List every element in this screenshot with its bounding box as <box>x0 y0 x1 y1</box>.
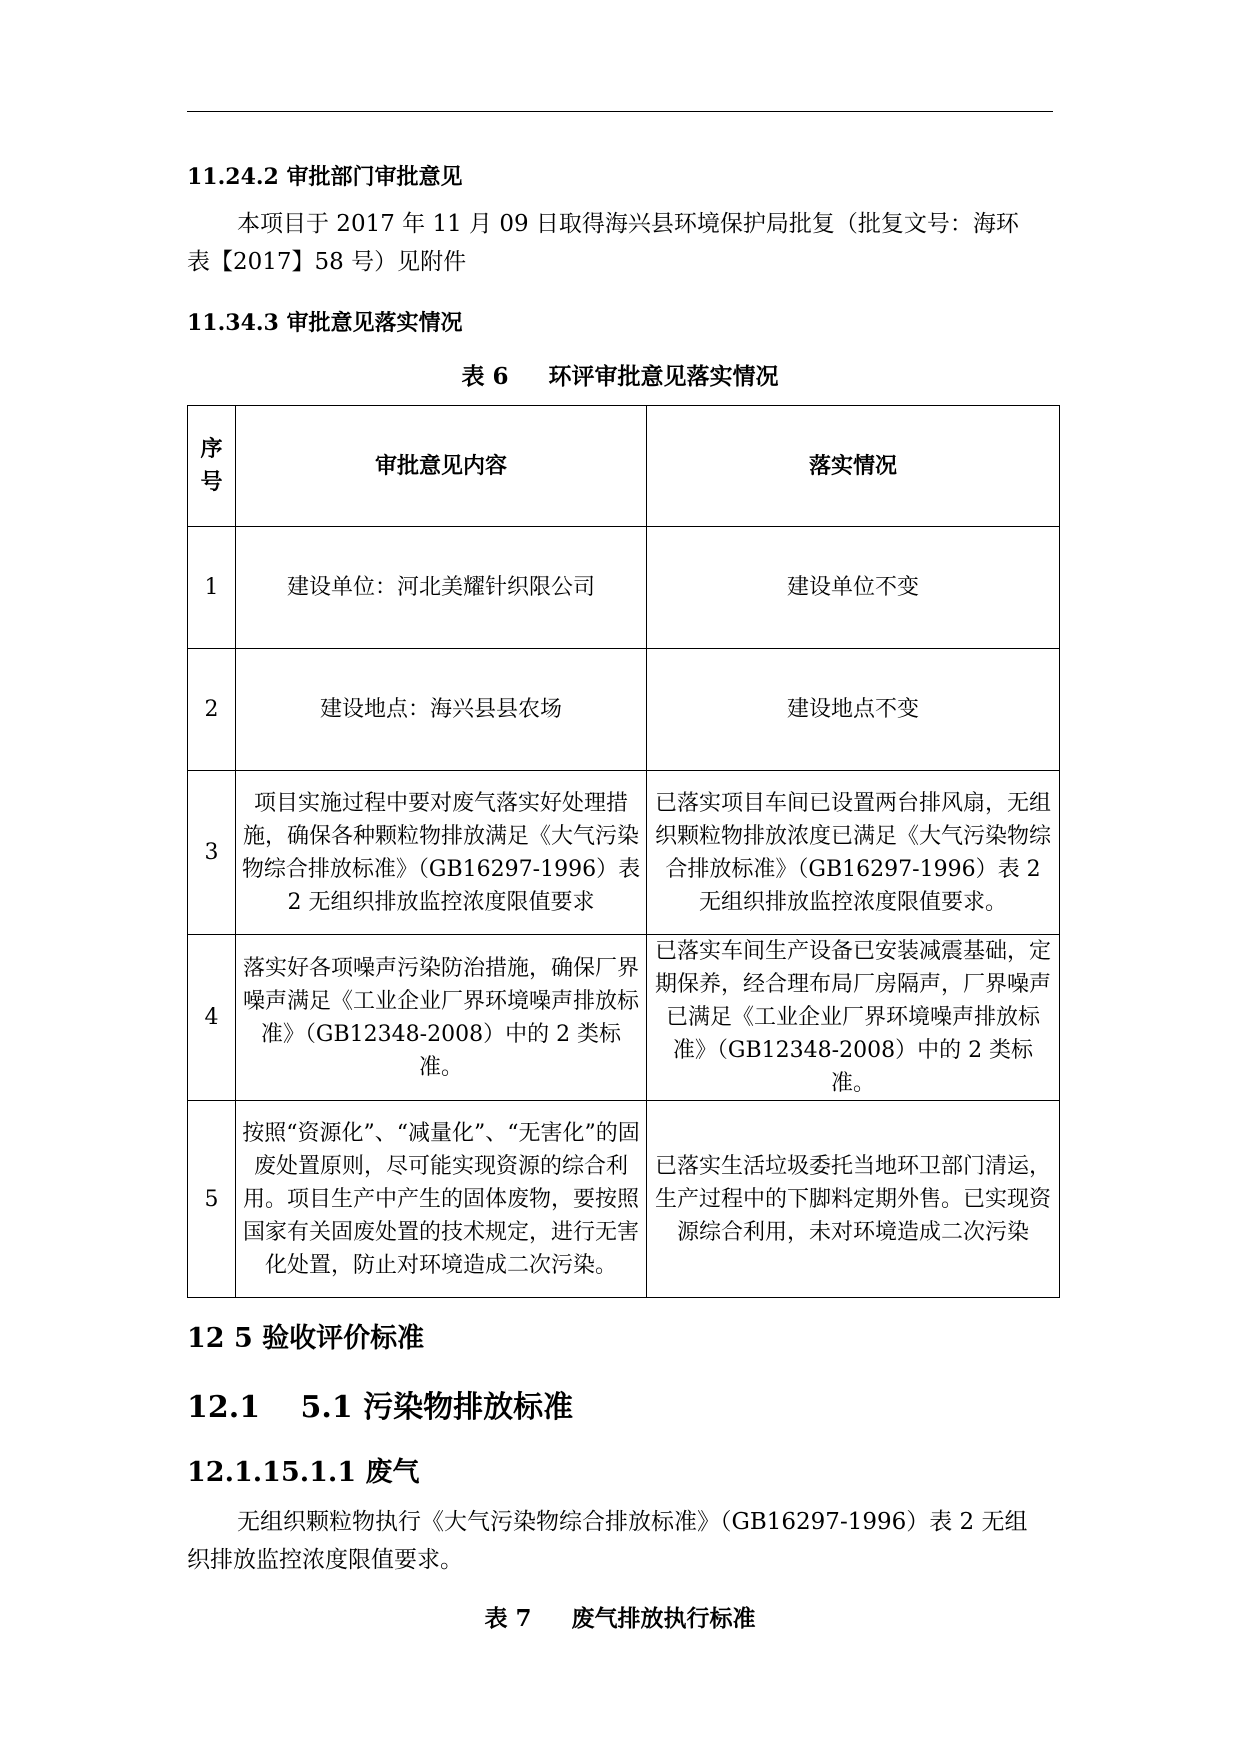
row-implementation-status: 已落实生活垃圾委托当地环卫部门清运，生产过程中的下脚料定期外售。已实现资源综合利用，未对环境造成二次污染 <box>647 1101 1060 1298</box>
table-header-row <box>188 406 1060 527</box>
row-approval-content: 按照“资源化”、“减量化”、“无害化”的固废处置原则，尽可能实现资源的综合利用。项目生产中产生的固体废物，要按照国家有关固废处置的技术规定，进行无害化处置，防止对环境造成二次污染。 <box>236 1101 647 1298</box>
row-number: 4 <box>188 935 236 1101</box>
approval-paragraph-line-1: 本项目于 2017 年 11 月 09 日取得海兴县环境保护局批复（批复文号：海环 <box>237 211 1019 237</box>
approval-paragraph <box>187 205 1053 281</box>
table-row <box>188 527 1060 649</box>
table-7-caption-title: 废气排放执行标准 <box>571 1605 756 1632</box>
section-heading-11-24-2: 11.24.2 审批部门审批意见 <box>187 164 463 190</box>
table-row <box>188 649 1060 771</box>
row-number: 1 <box>188 527 236 649</box>
table-7-caption-number: 表 7 <box>484 1605 532 1632</box>
table-row <box>188 935 1060 1101</box>
row-approval-content: 落实好各项噪声污染防治措施，确保厂界噪声满足《工业企业厂界环境噪声排放标准》（GB12348-2008）中的 2 类标准。 <box>236 935 647 1101</box>
row-implementation-status: 已落实车间生产设备已安装减震基础，定期保养，经合理布局厂房隔声，厂界噪声已满足《工业企业厂界环境噪声排放标准》（GB12348-2008）中的 2 类标准。 <box>647 935 1060 1101</box>
row-implementation-status: 建设单位不变 <box>647 527 1060 649</box>
section-heading-12-1-1: 12.1.15.1.1 废气 <box>187 1457 420 1488</box>
header-approval-content: 审批意见内容 <box>236 406 647 527</box>
exhaust-paragraph-line-1: 无组织颗粒物执行《大气污染物综合排放标准》（GB16297-1996）表 2 无组 <box>237 1509 1028 1535</box>
table-row <box>188 1101 1060 1298</box>
exhaust-paragraph-line-2: 织排放监控浓度限值要求。 <box>187 1547 463 1573</box>
table-row <box>188 771 1060 935</box>
section-heading-11-34-3: 11.34.3 审批意见落实情况 <box>187 310 463 336</box>
header-implementation-status: 落实情况 <box>647 406 1060 527</box>
approval-paragraph-line-2: 表【2017】58 号）见附件 <box>187 249 467 275</box>
table-6-caption-title: 环评审批意见落实情况 <box>548 363 779 390</box>
section-heading-12-1: 12.1 5.1 污染物排放标准 <box>187 1390 574 1425</box>
approval-implementation-table <box>187 405 1060 1298</box>
row-implementation-status: 已落实项目车间已设置两台排风扇，无组织颗粒物排放浓度已满足《大气污染物综合排放标准》（GB16297-1996）表 2 无组织排放监控浓度限值要求。 <box>647 771 1060 935</box>
header-rule <box>187 111 1053 112</box>
row-approval-content: 建设单位：河北美耀针织限公司 <box>236 527 647 649</box>
section-heading-12: 12 5 验收评价标准 <box>187 1323 425 1354</box>
row-approval-content: 项目实施过程中要对废气落实好处理措施，确保各种颗粒物排放满足《大气污染物综合排放标准》（GB16297-1996）表 2 无组织排放监控浓度限值要求 <box>236 771 647 935</box>
table-6-caption <box>187 358 1053 391</box>
table-7-caption <box>187 1600 1053 1633</box>
row-implementation-status: 建设地点不变 <box>647 649 1060 771</box>
table-6-caption-number: 表 6 <box>461 363 509 390</box>
row-approval-content: 建设地点：海兴县县农场 <box>236 649 647 771</box>
exhaust-paragraph <box>187 1503 1053 1579</box>
row-number: 5 <box>188 1101 236 1298</box>
row-number: 2 <box>188 649 236 771</box>
row-number: 3 <box>188 771 236 935</box>
header-serial-number: 序号 <box>188 406 236 527</box>
